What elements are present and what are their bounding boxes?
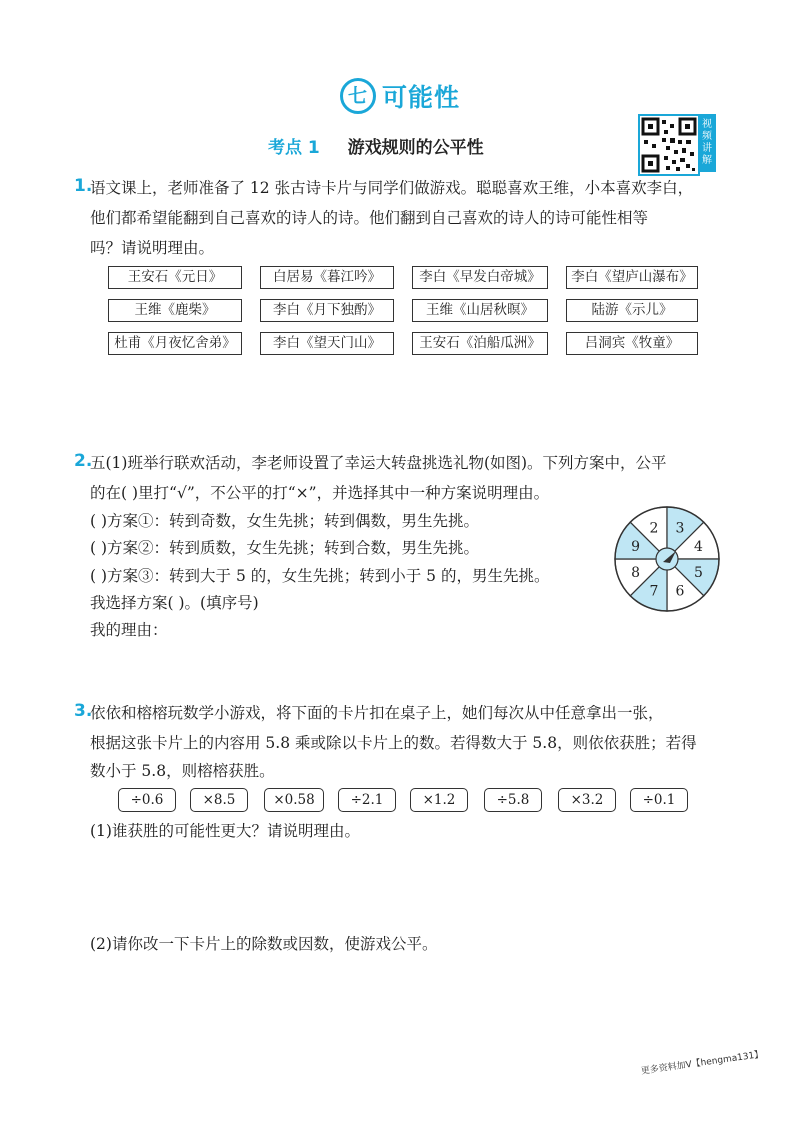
- q1-text-line: 语文课上，老师准备了 12 张古诗卡片与同学们做游戏。聪聪喜欢王维，小本喜欢李白，: [90, 179, 694, 197]
- footer-watermark: 更多资料加V【hengma131】: [640, 1049, 764, 1077]
- q1-text-line: 吗？请说明理由。: [90, 239, 215, 257]
- qr-code-icon: [640, 116, 698, 174]
- operation-card: ×0.58: [264, 788, 324, 812]
- lucky-wheel: [612, 504, 722, 614]
- operation-card: ÷0.6: [118, 788, 176, 812]
- qr-code[interactable]: [638, 114, 700, 176]
- qr-label-char: 频: [702, 131, 712, 142]
- q2-number: 2.: [74, 451, 93, 471]
- q1-text-line: 他们都希望能翻到自己喜欢的诗人的诗。他们翻到自己喜欢的诗人的诗可能性相等: [90, 209, 649, 227]
- q2-text-line: 的在( )里打“√”，不公平的打“×”，并选择其中一种方案说明理由。: [90, 484, 550, 502]
- q2-option-2: ( )方案②：转到质数，女生先挑；转到合数，男生先挑。: [90, 539, 480, 557]
- qr-label-char: 讲: [702, 143, 712, 154]
- q2-text-line: 五(1)班举行联欢活动，李老师设置了幸运大转盘挑选礼物(如图)。下列方案中，公平: [90, 454, 667, 472]
- operation-card: ×3.2: [558, 788, 616, 812]
- wheel-number: 3: [675, 520, 685, 537]
- poem-card: 李白《望庐山瀑布》: [566, 266, 698, 289]
- chapter-badge: 七: [340, 78, 376, 114]
- poem-card: 王安石《元日》: [108, 266, 242, 289]
- qr-video-label[interactable]: [698, 114, 716, 172]
- poem-card: 李白《早发白帝城》: [412, 266, 548, 289]
- section-title: 游戏规则的公平性: [347, 138, 484, 158]
- wheel-number: 5: [693, 565, 703, 582]
- wheel-number: 9: [631, 538, 641, 555]
- q3-sub-question-1: (1)谁获胜的可能性更大？请说明理由。: [90, 822, 360, 840]
- poem-card: 王维《山居秋暝》: [412, 299, 548, 322]
- section-code: 考点 1: [268, 138, 320, 158]
- operation-card: ×8.5: [190, 788, 248, 812]
- wheel-number: 8: [631, 565, 641, 582]
- wheel-number: 2: [649, 520, 659, 537]
- poem-card: 吕洞宾《牧童》: [566, 332, 698, 355]
- poem-card: 王维《鹿柴》: [108, 299, 242, 322]
- wheel-number: 7: [649, 583, 659, 600]
- q3-number: 3.: [74, 701, 93, 721]
- q1-number: 1.: [74, 176, 93, 196]
- chapter-name: 可能性: [381, 83, 460, 112]
- qr-label-char: 视: [702, 119, 712, 130]
- q2-reason-label: 我的理由：: [90, 621, 168, 639]
- operation-card: ÷2.1: [338, 788, 396, 812]
- poem-card: 李白《望天门山》: [260, 332, 394, 355]
- qr-label-char: 解: [702, 155, 712, 166]
- q2-option-3: ( )方案③：转到大于 5 的，女生先挑；转到小于 5 的，男生先挑。: [90, 567, 550, 585]
- wheel-number: 4: [693, 538, 703, 555]
- operation-card: ÷0.1: [630, 788, 688, 812]
- q3-text-line: 根据这张卡片上的内容用 5.8 乘或除以卡片上的数。若得数大于 5.8，则依依获胜；若得: [90, 734, 697, 752]
- poem-card: 李白《月下独酌》: [260, 299, 394, 322]
- operation-card: ×1.2: [410, 788, 468, 812]
- wheel-number: 6: [675, 583, 685, 600]
- q2-choice-line: 我选择方案( )。(填序号): [90, 594, 259, 612]
- poem-card: 白居易《暮江吟》: [260, 266, 394, 289]
- poem-card: 陆游《示儿》: [566, 299, 698, 322]
- q3-text-line: 数小于 5.8，则榕榕获胜。: [90, 762, 275, 780]
- q2-option-1: ( )方案①：转到奇数，女生先挑；转到偶数，男生先挑。: [90, 512, 480, 530]
- operation-card: ÷5.8: [484, 788, 542, 812]
- poem-card: 王安石《泊船瓜洲》: [412, 332, 548, 355]
- poem-card: 杜甫《月夜忆舍弟》: [108, 332, 242, 355]
- section-heading: [268, 133, 484, 158]
- q3-text-line: 依依和榕榕玩数学小游戏，将下面的卡片扣在桌子上，她们每次从中任意拿出一张，: [90, 704, 664, 722]
- chapter-title: [0, 78, 800, 114]
- q3-sub-question-2: (2)请你改一下卡片上的除数或因数，使游戏公平。: [90, 935, 438, 953]
